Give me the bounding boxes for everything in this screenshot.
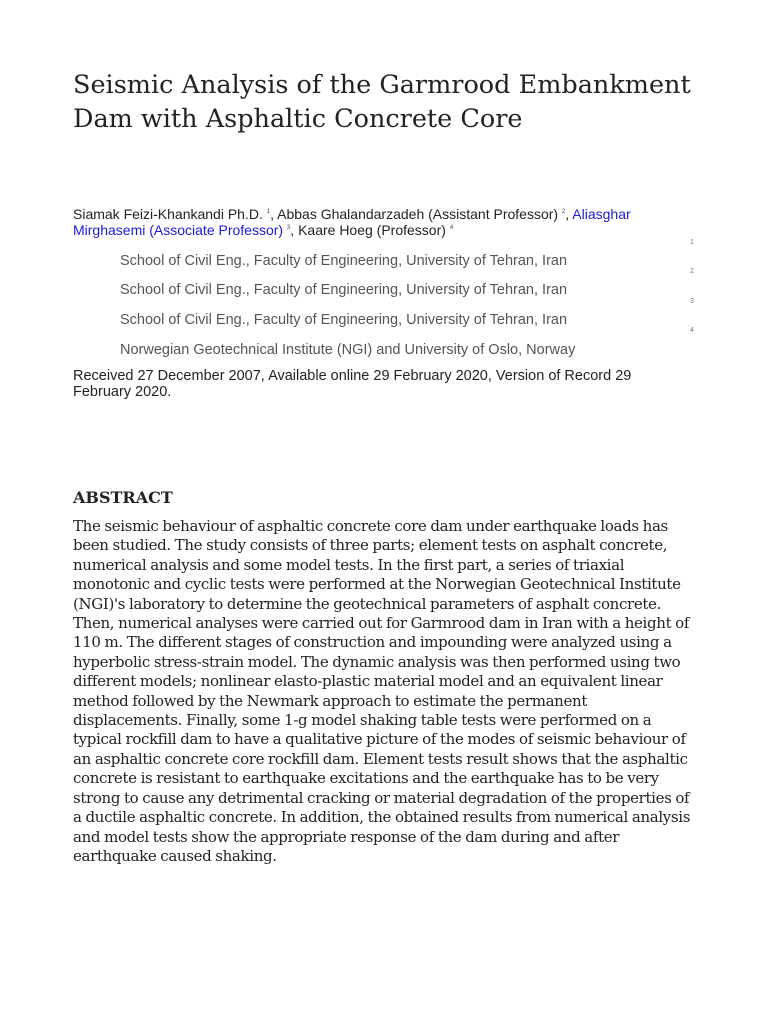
author-separator: , (270, 206, 278, 222)
author-affiliation-mark: 2 (561, 209, 566, 215)
author-affiliation-mark: 3 (286, 225, 291, 231)
affiliation-number: 3 (690, 298, 694, 305)
author-name: Kaare Hoeg (Professor) (298, 222, 450, 238)
author-separator: , (565, 206, 573, 222)
author-list (73, 206, 673, 238)
abstract-text: The seismic behaviour of asphaltic concrete core dam under earthquake loads has been studied. The study consists of three parts; element tests on asphalt concrete, numerical analysis and some model tests. In the first part, a series of triaxial monotonic and cyclic tests were performed at the Norwegian Geotechnical Institute (NGI)'s laboratory to determine the geotechnical parameters of asphalt concrete. Then, numerical analyses were carried out for Garmrood dam in Iran with a height of 110 m. The different stages of construction and impounding were analyzed using a hyperbolic stress-strain model. The dynamic analysis was then performed using two different models; nonlinear elasto-plastic material model and an equivalent linear method followed by the Newmark approach to estimate the permanent displacements. Finally, some 1-g model shaking table tests were performed on a typical rockfill dam to have a qualitative picture of the modes of seismic behaviour of an asphaltic concrete core rockfill dam. Element tests result shows that the asphaltic concrete is resistant to earthquake excitations and the earthquake has to be very strong to cause any detrimental cracking or material degradation of the properties of a ductile asphaltic concrete. In addition, the obtained results from numerical analysis and model tests show the appropriate response of the dam during and after earthquake caused shaking. (73, 517, 691, 865)
author-name: Siamak Feizi-Khankandi Ph.D. (73, 206, 267, 222)
author-affiliation-mark: 4 (449, 225, 454, 231)
affiliation-number: 1 (690, 239, 694, 246)
author-name: Abbas Ghalandarzadeh (Assistant Professor) (277, 206, 562, 222)
author-name[interactable]: Aliasghar Mirghasemi (Associate Professor) (73, 206, 631, 238)
author-separator: , (290, 222, 299, 238)
paper-title: Seismic Analysis of the Garmrood Embankment Dam with Asphaltic Concrete Core (73, 70, 691, 134)
affiliation-number: 2 (690, 268, 694, 275)
author-affiliation-mark: 1 (266, 209, 271, 215)
affiliation-line: School of Civil Eng., Faculty of Engineering, University of Tehran, Iran (120, 253, 568, 269)
affiliation-line: Norwegian Geotechnical Institute (NGI) and University of Oslo, Norway (120, 342, 576, 358)
affiliation-line: School of Civil Eng., Faculty of Engineering, University of Tehran, Iran (120, 282, 568, 298)
publication-dates: Received 27 December 2007, Available online 29 February 2020, Version of Record 29 February 2020. (73, 368, 632, 400)
abstract-heading: ABSTRACT (73, 488, 173, 507)
affiliation-line: School of Civil Eng., Faculty of Engineering, University of Tehran, Iran (120, 312, 568, 328)
affiliation-number: 4 (690, 327, 694, 334)
